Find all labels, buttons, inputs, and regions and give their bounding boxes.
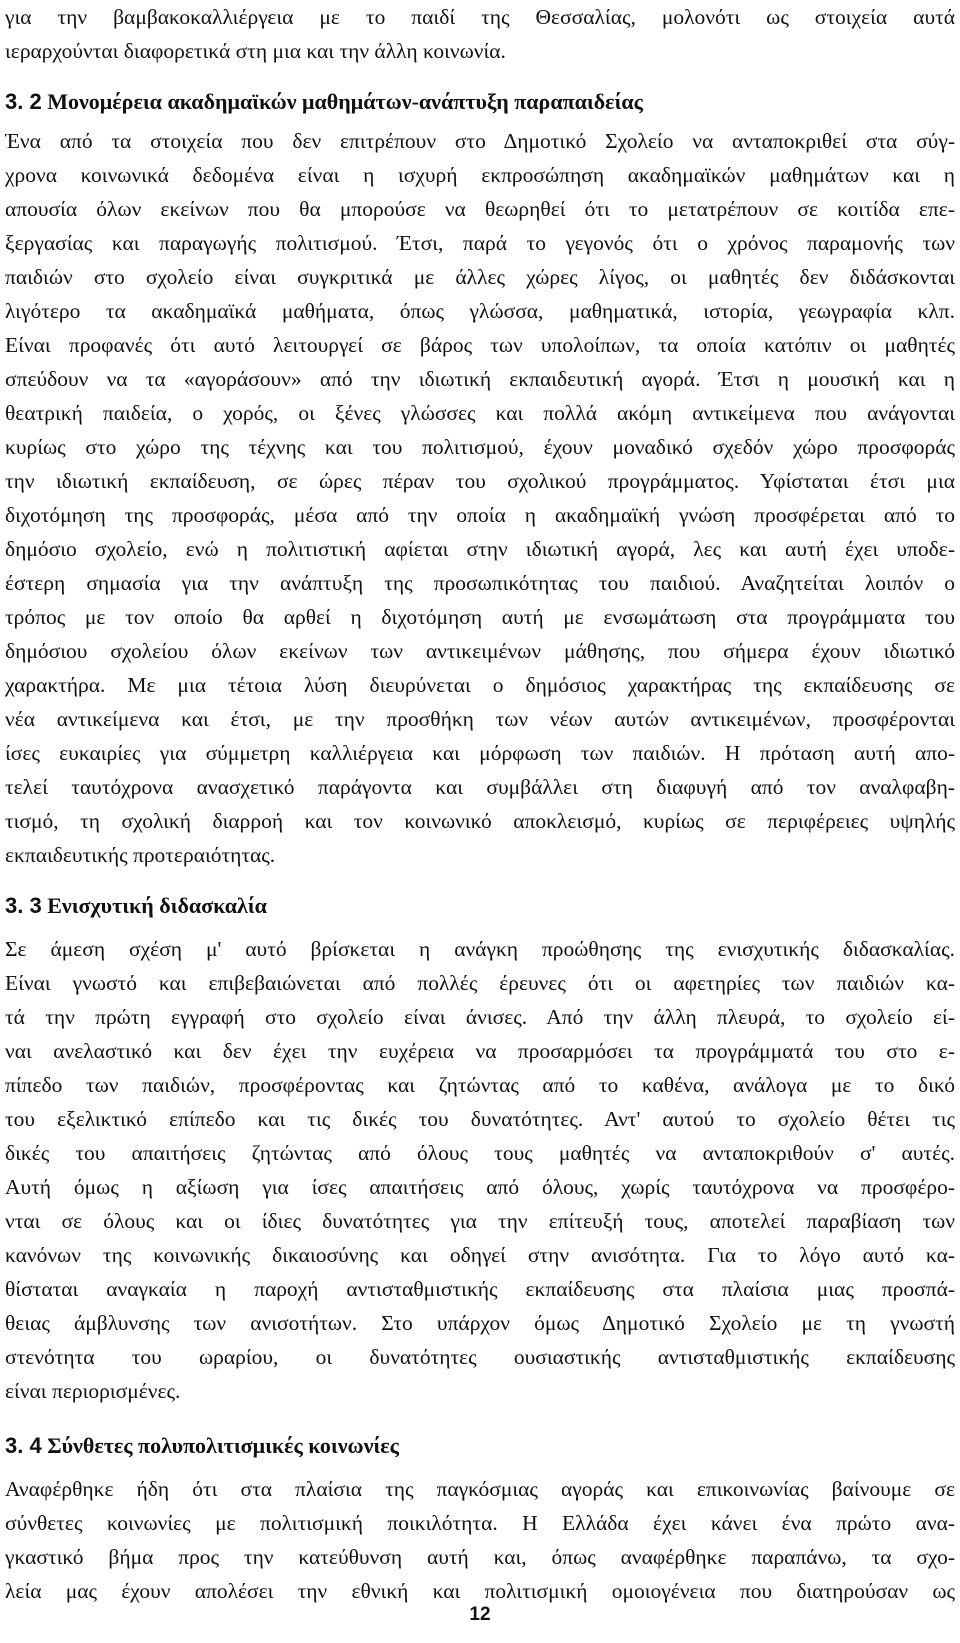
text-line: τρόπος με τον οποίο θα αρθεί η διχοτόμηση αυτή με ενσωμάτωση στα προγράμματα του	[5, 605, 955, 629]
text-line: ίσες ευκαιρίες για σύμμετρη καλλιέργεια και μόρφωση των παιδιών. Η πρόταση αυτή απο-	[5, 741, 955, 765]
text-line: για την βαμβακοκαλλιέργεια με το παιδί της Θεσσαλίας, μολονότι ως στοιχεία αυτά	[5, 5, 955, 29]
section-title: Μονομέρεια ακαδημαϊκών μαθημάτων-ανάπτυξη παραπαιδείας	[47, 89, 643, 114]
text-line: κυρίως στο χώρο της τέχνης και του πολιτισμού, έχουν μοναδικό σχεδόν χώρο προσφοράς	[5, 435, 955, 459]
text-line: ξεργασίας και παραγωγής πολιτισμού. Έτσι, παρά το γεγονός ότι ο χρόνος παραμονής των	[5, 231, 955, 255]
text-line: Αυτή όμως η αξίωση για ίσες απαιτήσεις από όλους, χωρίς ταυτόχρονα να προσφέρο-	[5, 1175, 955, 1199]
text-line: λεία μας έχουν απολέσει την εθνική και πολιτισμική ομοιογένεια που διατηρούσαν ως	[5, 1579, 955, 1603]
text-line: Είναι προφανές ότι αυτό λειτουργεί σε βάρος των υπολοίπων, τα οποία κατόπιν οι μαθητές	[5, 333, 955, 357]
text-line: εκπαιδευτικής προτεραιότητας.	[5, 843, 276, 867]
text-line: νέα αντικείμενα και έτσι, με την προσθήκη των νέων αυτών αντικειμένων, προσφέρονται	[5, 707, 955, 731]
text-line: θίσταται αναγκαία η παροχή αντισταθμιστικής εκπαίδευσης στα πλαίσια μιας προσπά-	[5, 1277, 955, 1301]
text-line: θεατρική παιδεία, ο χορός, οι ξένες γλώσσες και πολλά ακόμη αντικείμενα που ανάγονται	[5, 401, 955, 425]
text-line: θειας άμβλυνσης των ανισοτήτων. Στο υπάρχον όμως Δημοτικό Σχολείο με τη γνωστή	[5, 1311, 955, 1335]
text-line: ναι ανελαστικό και δεν έχει την ευχέρεια να προσαρμόσει τα προγράμματά του στο ε-	[5, 1039, 955, 1063]
text-line: τελεί ταυτόχρονα ανασχετικό παράγοντα και συμβάλλει στη διαφυγή από τον αναλφαβη-	[5, 775, 955, 799]
section-title: Σύνθετες πολυπολιτισμικές κοινωνίες	[47, 1433, 399, 1458]
text-line: δημόσιο σχολείο, ενώ η πολιτιστική αφίεται στην ιδιωτική αγορά, λες και αυτή έχει υποδε-	[5, 537, 955, 561]
text-line: Αναφέρθηκε ήδη ότι στα πλαίσια της παγκόσμιας αγοράς και επικοινωνίας βαίνουμε σε	[5, 1477, 955, 1501]
section-number: 3. 3	[5, 893, 42, 918]
text-line: Ένα από τα στοιχεία που δεν επιτρέπουν στο Δημοτικό Σχολείο να ανταποκριθεί στα σύγ-	[5, 129, 955, 153]
text-line: χρονα κοινωνικά δεδομένα είναι η ισχυρή εκπροσώπηση ακαδημαϊκών μαθημάτων και η	[5, 163, 955, 187]
text-line: είναι περιορισμένες.	[5, 1379, 181, 1403]
text-line: τισμό, τη σχολική διαρροή και τον κοινωνικό αποκλεισμό, κυρίως σε περιφέρειες υψηλής	[5, 809, 955, 833]
text-line: σπεύδουν να τα «αγοράσουν» από την ιδιωτική εκπαιδευτική αγορά. Έτσι η μουσική και η	[5, 367, 955, 391]
text-line: δικές του απαιτήσεις ζητώντας από όλους τους μαθητές να ανταποκριθούν σ' αυτές.	[5, 1141, 955, 1165]
text-line: γκαστικό βήμα προς την κατεύθυνση αυτή και, όπως αναφέρθηκε παραπάνω, τα σχο-	[5, 1545, 955, 1569]
text-line: χαρακτήρα. Με μια τέτοια λύση διευρύνεται ο δημόσιος χαρακτήρας της εκπαίδευσης σε	[5, 673, 955, 697]
section-heading-3-3	[5, 888, 955, 924]
text-line: Είναι γνωστό και επιβεβαιώνεται από πολλές έρευνες ότι οι αφετηρίες των παιδιών κα-	[5, 971, 955, 995]
text-line: ιεραρχούνται διαφορετικά στη μια και την άλλη κοινωνία.	[5, 39, 506, 63]
section-title: Ενισχυτική διδασκαλία	[47, 893, 267, 918]
section-number: 3. 2	[5, 89, 42, 114]
text-line: σύνθετες κοινωνίες με πολιτισμική ποικιλότητα. Η Ελλάδα έχει κάνει ένα πρώτο ανα-	[5, 1511, 955, 1535]
text-line: δημόσιου σχολείου όλων εκείνων των αντικειμένων μάθησης, που σήμερα έχουν ιδιωτικό	[5, 639, 955, 663]
page-number: 12	[469, 1604, 491, 1625]
text-line: παιδιών στο σχολείο είναι συγκριτικά με άλλες χώρες λίγος, οι μαθητές δεν διδάσκονται	[5, 265, 955, 289]
text-line: στενότητα του ωραρίου, οι δυνατότητες ουσιαστικής αντισταθμιστικής εκπαίδευσης	[5, 1345, 955, 1369]
section-number: 3. 4	[5, 1433, 42, 1458]
section-heading-3-4	[5, 1428, 955, 1464]
text-line: νται σε όλους και οι ίδιες δυνατότητες για την επίτευξή τους, αποτελεί παραβίαση των	[5, 1209, 955, 1233]
text-line: την ιδιωτική εκπαίδευση, σε ώρες πέραν του σχολικού προγράμματος. Υφίσταται έτσι μια	[5, 469, 955, 493]
text-line: Σε άμεση σχέση μ' αυτό βρίσκεται η ανάγκη προώθησης της ενισχυτικής διδασκαλίας.	[5, 937, 955, 961]
text-line: απουσία όλων εκείνων που θα μπορούσε να θεωρηθεί ότι το μετατρέπουν σε κοιτίδα επε-	[5, 197, 955, 221]
text-line: κανόνων της κοινωνικής δικαιοσύνης και οδηγεί στην ανισότητα. Για το λόγο αυτό κα-	[5, 1243, 955, 1267]
text-line: λιγότερο τα ακαδημαϊκά μαθήματα, όπως γλώσσα, μαθηματικά, ιστορία, γεωγραφία κλπ.	[5, 299, 955, 323]
text-line: του εξελικτικό επίπεδο και τις δικές του δυνατότητες. Αντ' αυτού το σχολείο θέτει τις	[5, 1107, 955, 1131]
text-line: τά την πρώτη εγγραφή στο σχολείο είναι άνισες. Από την άλλη πλευρά, το σχολείο εί-	[5, 1005, 955, 1029]
section-heading-3-2	[5, 84, 955, 120]
text-line: πίπεδο των παιδιών, προσφέροντας και ζητώντας από το καθένα, ανάλογα με το δικό	[5, 1073, 955, 1097]
text-line: διχοτόμηση της προσφοράς, μέσα από την οποία η ακαδημαϊκή γνώση προσφέρεται από το	[5, 503, 955, 527]
text-line: έστερη σημασία για την ανάπτυξη της προσωπικότητας του παιδιού. Αναζητείται λοιπόν ο	[5, 571, 955, 595]
